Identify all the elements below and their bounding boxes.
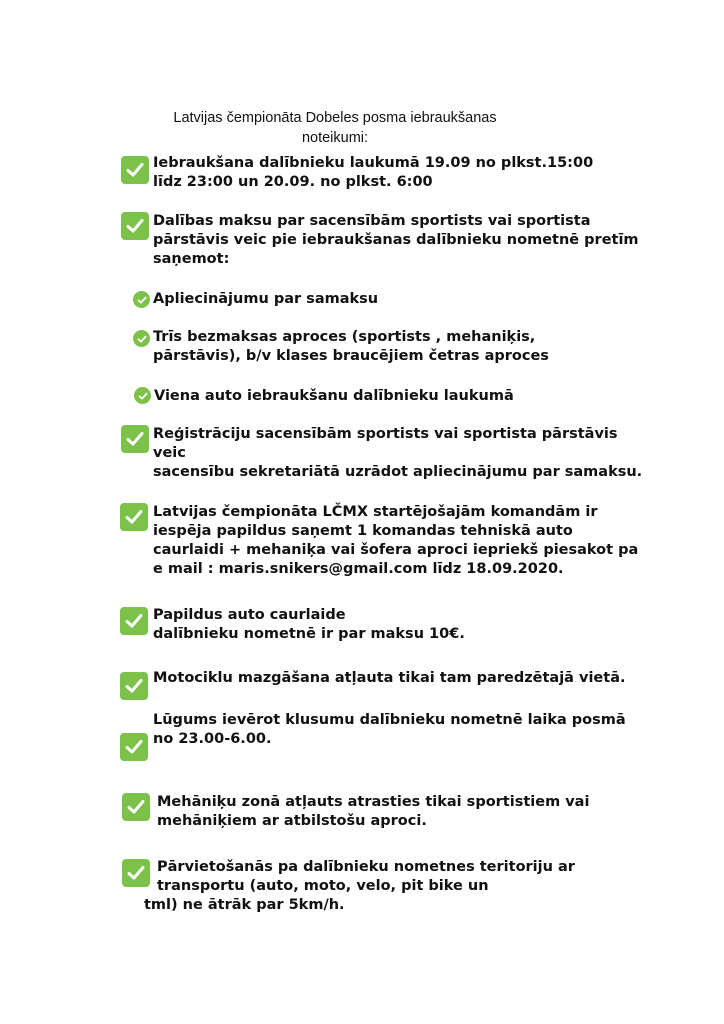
checkmark-icon bbox=[121, 212, 149, 240]
checkmark-icon bbox=[121, 156, 149, 184]
checkmark-circle-icon bbox=[133, 330, 150, 347]
checkmark-icon bbox=[122, 793, 150, 821]
list-item: Pārvietošanās pa dalībnieku nometnes teritoriju ar transportu (auto, moto, velo, pit bike un tml) ne ātrāk par 5km/h. bbox=[144, 859, 575, 913]
checkmark-icon bbox=[120, 607, 148, 635]
checkmark-icon bbox=[120, 733, 148, 761]
title-line-1: Latvijas čempionāta Dobeles posma iebraukšanas bbox=[173, 110, 497, 126]
list-item: Motociklu mazgāšana atļauta tikai tam paredzētajā vietā. bbox=[153, 670, 626, 686]
list-item: Dalības maksu par sacensībām sportists vai sportista pārstāvis veic pie iebraukšanas dalībnieku nometnē pretīm saņemot: bbox=[153, 213, 639, 267]
checkmark-icon bbox=[121, 425, 149, 453]
checkmark-circle-icon bbox=[134, 387, 151, 404]
checkmark-icon bbox=[120, 503, 148, 531]
checkmark-icon bbox=[120, 672, 148, 700]
list-item: Reģistrāciju sacensībām sportists vai sportista pārstāvis veic sacensību sekretariātā uzrādot apliecinājumu par samaksu. bbox=[153, 426, 643, 480]
list-item: Viena auto iebraukšanu dalībnieku laukumā bbox=[154, 388, 514, 404]
list-item: Iebraukšana dalībnieku laukumā 19.09 no plkst.15:00 līdz 23:00 un 20.09. no plkst. 6:00 bbox=[153, 155, 594, 190]
list-item: Papildus auto caurlaide dalībnieku nometnē ir par maksu 10€. bbox=[153, 607, 465, 642]
list-item: Latvijas čempionāta LČMX startējošajām komandām ir iespēja papildus saņemt 1 komandas tehniskā auto caurlaidi + mehaniķa vai šofera aproci iepriekš piesakot pa e mail : maris.snikers@gmail.com līdz 18.09.2020. bbox=[153, 504, 639, 577]
checkmark-circle-icon bbox=[133, 291, 150, 308]
checkmark-icon bbox=[122, 859, 150, 887]
list-item: Apliecinājumu par samaksu bbox=[153, 291, 379, 307]
title-line-2: noteikumi: bbox=[301, 130, 369, 146]
list-item: Trīs bezmaksas aproces (sportists , mehaniķis, pārstāvis), b/v klases braucējiem četras aproces bbox=[153, 329, 549, 364]
list-item: Lūgums ievērot klusumu dalībnieku nometnē laika posmā no 23.00-6.00. bbox=[153, 712, 626, 747]
document-title bbox=[100, 108, 570, 148]
list-item: Mehāniķu zonā atļauts atrasties tikai sportistiem vai mehāniķiem ar atbilstošu aproci. bbox=[157, 794, 590, 829]
